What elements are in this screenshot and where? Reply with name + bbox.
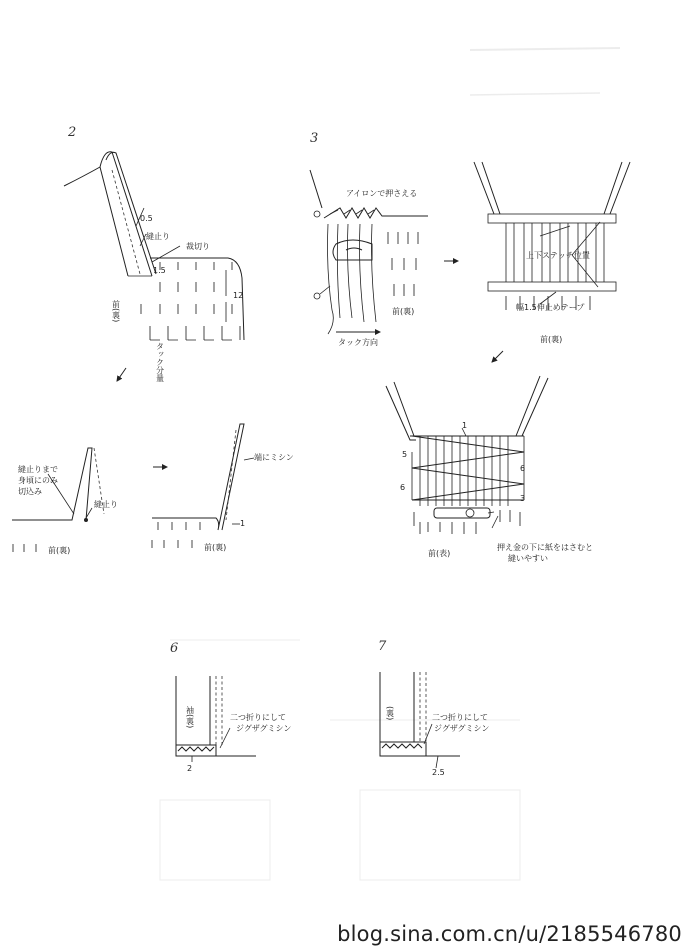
step2-label-edge-stitch: 端にミシン — [254, 453, 294, 462]
step3-label-tuck-dir: タック方向 — [338, 338, 378, 347]
step2-cut-note-3: 切込み — [18, 487, 42, 496]
step-number-6: 6 — [170, 641, 179, 656]
step6-label-zigzag-2: ジグザグミシン — [236, 724, 292, 733]
step2-label-front-rev: 前(裏) — [111, 300, 121, 323]
step2-clip-diagram — [12, 448, 104, 552]
step6-label-zigzag-1: 二つ折りにして — [230, 713, 286, 722]
step3-tape-diagram — [474, 162, 630, 310]
step2-label-cut: 裁切り — [186, 242, 210, 251]
step2-edge-stitch-diagram — [152, 424, 254, 548]
step7-label-zigzag-2: ジグザグミシン — [434, 724, 490, 733]
step7-label-zigzag-1: 二つ折りにして — [432, 713, 488, 722]
step2-label-stop2: 縫止り — [94, 500, 118, 509]
step2-label-1.5: 1.5 — [153, 266, 166, 275]
step3-label-6-left: 6 — [400, 483, 406, 492]
step3-paper-note-1: 押え金の下に紙をはさむと — [497, 543, 593, 552]
step-number-3: 3 — [310, 131, 319, 146]
step2-cut-note-1: 縫止りまで — [18, 465, 58, 474]
step3-stitch-pattern-diagram — [386, 376, 548, 534]
step3-label-3: 3 — [520, 494, 526, 503]
step6-label-sleeve-rev: 袖(裏) — [185, 706, 195, 729]
step3-label-stitch-pos: 上下ステッチ位置 — [526, 251, 590, 260]
step2-label-tuck-amount: タック分量 — [155, 342, 165, 382]
step3-label-front-table: 前(表) — [428, 549, 451, 558]
blog-watermark: blog.sina.com.cn/u/2185546780 — [337, 922, 682, 946]
step3-label-iron: アイロンで押さえる — [346, 189, 418, 198]
step3-label-front-rev: 前(裏) — [392, 307, 415, 316]
step7-label-2.5: 2.5 — [432, 768, 445, 777]
step3-label-1: 1 — [462, 421, 468, 430]
step2-label-12: 12 — [233, 291, 244, 300]
step3-label-5: 5 — [402, 450, 408, 459]
tape-bottom — [488, 282, 616, 291]
step6-label-2: 2 — [187, 764, 193, 773]
bleed-through-shading — [160, 48, 620, 880]
step2-cut-note-2: 身頃にのみ — [18, 476, 58, 485]
step2-label-front-rev3: 前(裏) — [204, 543, 227, 552]
step3-paper-note-2: 縫いやすい — [508, 554, 548, 563]
step-number-2: 2 — [68, 125, 77, 140]
step3-label-tape: 幅1.5伸止めテープ — [516, 303, 585, 312]
step3-arrow-down-left — [492, 351, 503, 362]
step2-label-front-rev2: 前(裏) — [48, 546, 71, 555]
step3-label-6-right: 6 — [520, 464, 526, 473]
step3-label-front-rev2: 前(裏) — [540, 335, 563, 344]
step2-arrow-down — [117, 368, 126, 381]
step2-label-0.5: 0.5 — [140, 214, 153, 223]
step2-label-1: 1 — [240, 519, 246, 528]
tape-top — [488, 214, 616, 223]
step7-label-rev: (裏) — [385, 706, 395, 721]
step2-label-stop: 縫止り — [146, 232, 170, 241]
step-number-7: 7 — [378, 639, 387, 654]
step2-seam-diagram — [64, 152, 244, 340]
